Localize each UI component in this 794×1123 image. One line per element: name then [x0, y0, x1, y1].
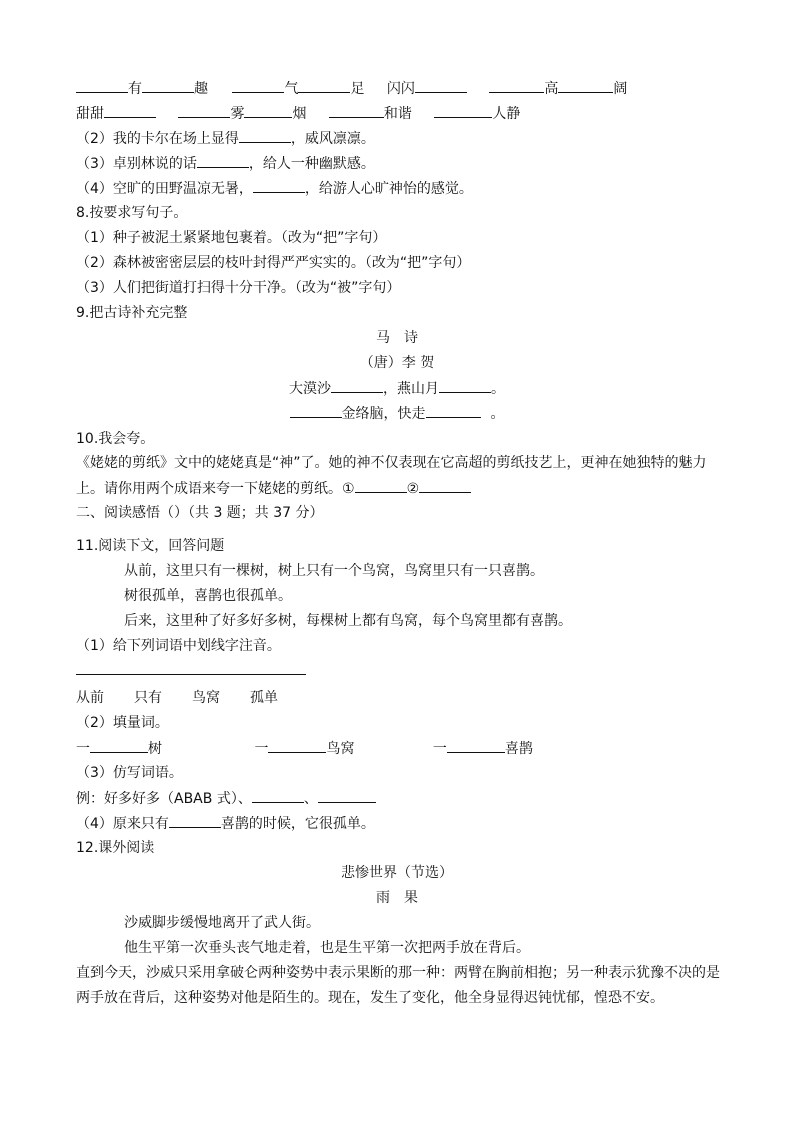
blank[interactable]: [318, 788, 376, 803]
blank[interactable]: [232, 78, 284, 93]
pinyin-blank[interactable]: [190, 673, 248, 675]
q12-para-3b: 两手放在背后，这种姿势对他是陌生的。现在，发生了变化，他全身显得迟钝忧郁，惶恐不安。: [76, 990, 664, 1006]
q7-row1: [76, 78, 627, 98]
word: 只有: [134, 690, 162, 706]
text: 大漠沙: [289, 381, 331, 397]
word: 鸟窝: [192, 690, 220, 706]
text: 金络脑，快走: [341, 406, 426, 422]
text: ②: [406, 481, 420, 497]
q11-words: [76, 688, 278, 708]
blank[interactable]: [489, 78, 544, 93]
text: ，威风凛凛。: [290, 131, 375, 147]
blank[interactable]: [169, 813, 221, 828]
q12-para-2: 他生平第一次垂头丧气地走着，也是生平第一次把两手放在背后。: [124, 940, 530, 956]
q11-example: [76, 788, 376, 808]
char: 气: [284, 81, 299, 97]
blank[interactable]: [104, 103, 156, 118]
q11-sub-1: （1）给下列词语中划线字注音。: [76, 638, 281, 654]
blank[interactable]: [329, 103, 384, 118]
q12-title: 12.课外阅读: [76, 840, 155, 856]
text: ，燕山月: [383, 381, 439, 397]
q8-title: 8.按要求写句子。: [76, 205, 188, 221]
blank[interactable]: [178, 103, 230, 118]
text: 。: [491, 381, 505, 397]
blank[interactable]: [244, 103, 292, 118]
q10-line-1: 《姥姥的剪纸》文中的姥姥真是“神”了。她的神不仅表现在它高超的剪纸技艺上，更神在她独特的魅力: [76, 455, 707, 471]
text: 树: [148, 741, 162, 757]
text: （4）原来只有: [76, 816, 169, 832]
blank[interactable]: [252, 788, 304, 803]
pinyin-blank[interactable]: [248, 673, 306, 675]
word: 孤单: [250, 690, 278, 706]
q7-row2: [76, 103, 520, 123]
blank[interactable]: [426, 403, 481, 418]
char: 趣: [194, 81, 208, 97]
text: 、: [303, 791, 318, 807]
blank[interactable]: [415, 78, 467, 93]
q11-sub-3: （3）仿写词语。: [76, 765, 183, 781]
q11-sub-2: （2）填量词。: [76, 715, 169, 731]
blank[interactable]: [355, 478, 407, 493]
blank[interactable]: [239, 128, 291, 143]
blank[interactable]: [419, 478, 471, 493]
q11-title: 11.阅读下文，回答问题: [76, 538, 225, 554]
q11-para-3: 后来，这里种了好多好多树，每棵树上都有鸟窝，每个鸟窝里都有喜鹊。: [124, 613, 572, 629]
word: 从前: [76, 690, 104, 706]
char: 人静: [492, 106, 521, 122]
blank[interactable]: [298, 78, 350, 93]
text: 上。请你用两个成语来夸一下姥姥的剪纸。①: [76, 481, 355, 497]
q11-para-2: 树很孤单，喜鹊也很孤单。: [124, 588, 292, 604]
q9-title: 9.把古诗补充完整: [76, 305, 188, 321]
blank[interactable]: [268, 738, 326, 753]
char: 闪闪: [386, 81, 415, 97]
poem-author: （唐）李 贺: [359, 355, 435, 371]
blank[interactable]: [558, 78, 613, 93]
blank[interactable]: [90, 738, 148, 753]
text: 一: [76, 741, 90, 757]
q7-sentence-4: [76, 178, 473, 198]
passage-title: 悲惨世界（节选）: [341, 865, 453, 881]
text: 一: [432, 741, 447, 757]
passage-author: 雨 果: [376, 890, 418, 906]
q8-item-1: （1）种子被泥土紧紧地包裹着。（改为“把”字句）: [76, 230, 387, 246]
text: 鸟窝: [326, 741, 355, 757]
char: 高: [544, 81, 559, 97]
poem-title: 马 诗: [376, 330, 418, 346]
char: 足: [350, 81, 365, 97]
blank[interactable]: [434, 103, 492, 118]
blank[interactable]: [142, 78, 194, 93]
pinyin-blank[interactable]: [132, 673, 190, 675]
pinyin-blanks: [76, 661, 306, 681]
text: ，给游人心旷神怡的感觉。: [304, 181, 473, 197]
section-2-title: 二、阅读感悟（）（共 3 题；共 37 分）: [76, 505, 324, 521]
text: （3）卓别林说的话: [76, 156, 197, 172]
q10-line-2: [76, 478, 471, 498]
text: 喜鹊: [504, 741, 533, 757]
q7-sentence-3: [76, 153, 375, 173]
q11-sub-4: [76, 813, 375, 833]
q10-title: 10.我会夸。: [76, 431, 155, 447]
pinyin-blank[interactable]: [76, 673, 132, 675]
text: 。: [490, 406, 505, 422]
q7-sentence-2: [76, 128, 375, 148]
text: （2）我的卡尔在场上显得: [76, 131, 239, 147]
char: 烟: [292, 106, 307, 122]
blank[interactable]: [331, 378, 383, 393]
blank[interactable]: [447, 738, 505, 753]
text: 喜鹊的时候，它很孤单。: [220, 816, 375, 832]
char: 甜甜: [76, 106, 104, 122]
text: ，给人一种幽默感。: [248, 156, 375, 172]
q12-para-3a: 直到今天，沙威只采用拿破仑两种姿势中表示果断的那一种：两臂在胸前相抱；另一种表示犹豫不决的是: [76, 965, 720, 981]
q11-measure-row: [76, 738, 533, 758]
blank[interactable]: [290, 403, 342, 418]
char: 有: [128, 81, 142, 97]
text: 一: [254, 741, 269, 757]
blank[interactable]: [76, 78, 128, 93]
q8-item-2: （2）森林被密密层层的枝叶封得严严实实的。（改为“把”字句）: [76, 255, 471, 271]
q11-para-1: 从前，这里只有一棵树，树上只有一个鸟窝，鸟窝里只有一只喜鹊。: [124, 563, 544, 579]
text: 例：好多好多（ABAB 式）、: [76, 791, 252, 807]
char: 和谐: [383, 106, 412, 122]
q12-para-1: 沙威脚步缓慢地离开了武人街。: [124, 915, 320, 931]
blank[interactable]: [439, 378, 491, 393]
poem-line-2: [0, 403, 794, 424]
blank[interactable]: [253, 178, 305, 193]
blank[interactable]: [197, 153, 249, 168]
char: 阔: [613, 81, 628, 97]
q8-item-3: （3）人们把街道打扫得十分干净。（改为“被”字句）: [76, 280, 401, 296]
char: 雾: [230, 106, 245, 122]
poem-line-1: [0, 378, 794, 399]
text: （4）空旷的田野温凉无暑，: [76, 181, 253, 197]
